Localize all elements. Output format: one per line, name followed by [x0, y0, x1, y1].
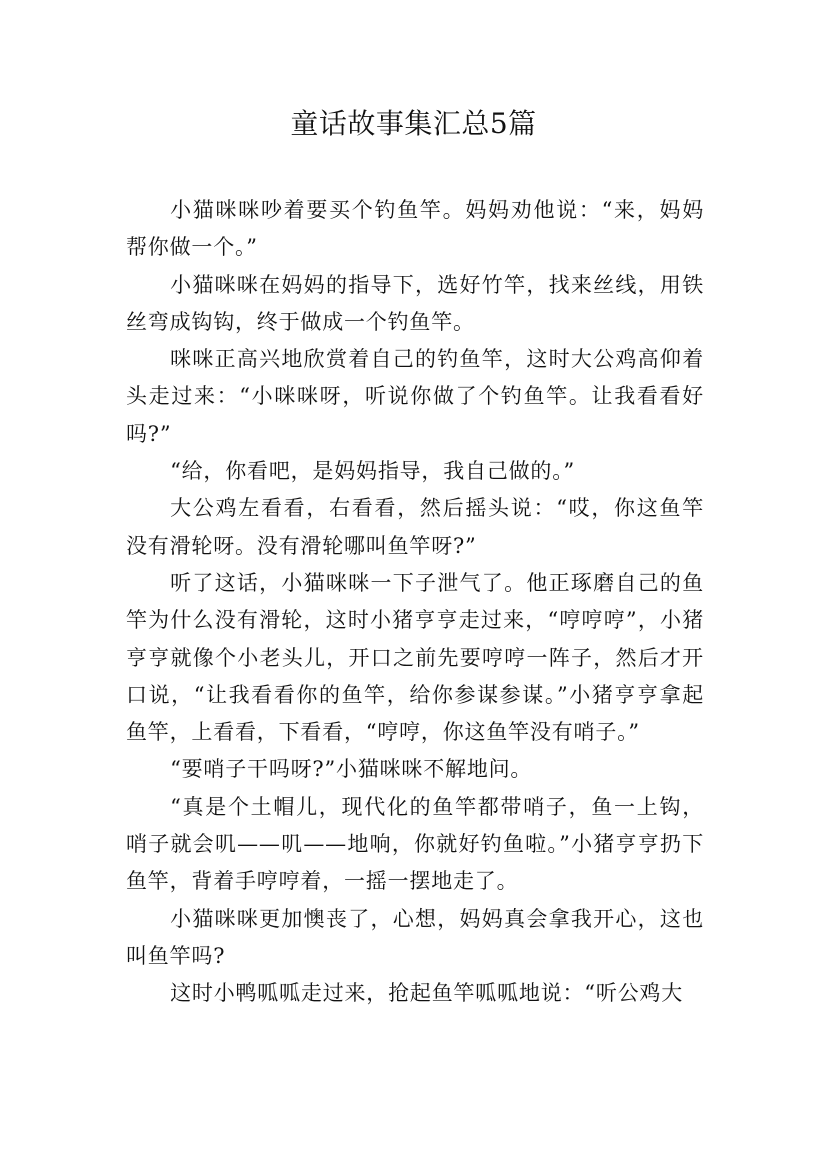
story-paragraph: “真是个土帽儿，现代化的鱼竿都带哨子，鱼一上钩，哨子就会叽——叽——地响，你就好钓鱼啦。”小猪亨亨扔下鱼竿，背着手哼哼着，一摇一摆地走了。 — [126, 794, 704, 894]
story-paragraph: “给，你看吧，是妈妈指导，我自己做的。” — [170, 459, 576, 484]
story-body — [126, 192, 704, 1013]
story-paragraph: 小猫咪咪更加懊丧了，心想，妈妈真会拿我开心，这也叫鱼竿吗? — [126, 906, 704, 968]
story-paragraph: 小猫咪咪吵着要买个钓鱼竿。妈妈劝他说：“来，妈妈帮你做一个。” — [126, 198, 704, 260]
story-paragraph: 咪咪正高兴地欣赏着自己的钓鱼竿，这时大公鸡高仰着头走过来：“小咪咪呀，听说你做了个钓鱼竿。让我看看好吗?” — [126, 347, 704, 446]
story-paragraph: 大公鸡左看看，右看看，然后摇头说：“哎，你这鱼竿没有滑轮呀。没有滑轮哪叫鱼竿呀?” — [126, 496, 704, 558]
story-paragraph: 听了这话，小猫咪咪一下子泄气了。他正琢磨自己的鱼竿为什么没有滑轮，这时小猪亨亨走过来，“哼哼哼”，小猪亨亨就像个小老头儿，开口之前先要哼哼一阵子，然后才开口说，“让我看看你的鱼竿，给你参谋参谋。”小猪亨亨拿起鱼竿，上看看，下看看，“哼哼，你这鱼竿没有哨子。” — [126, 570, 704, 745]
story-paragraph: 这时小鸭呱呱走过来，抢起鱼竿呱呱地说：“听公鸡大 — [170, 981, 684, 1006]
story-paragraph: “要哨子干吗呀?”小猫咪咪不解地问。 — [170, 757, 533, 782]
story-paragraph: 小猫咪咪在妈妈的指导下，选好竹竿，找来丝线，用铁丝弯成钩钩，终于做成一个钓鱼竿。 — [126, 272, 704, 334]
document-title: 童话故事集汇总5篇 — [290, 107, 537, 140]
